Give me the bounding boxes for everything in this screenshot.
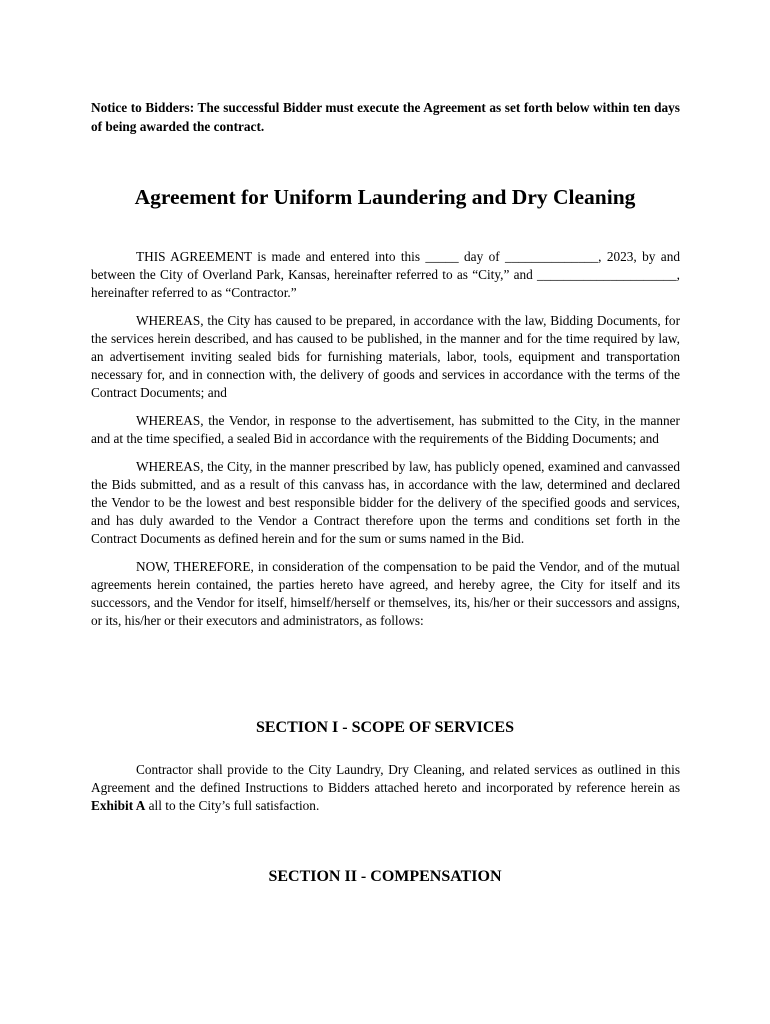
- exhibit-a-reference: Exhibit A: [91, 798, 146, 813]
- section-1-text-start: Contractor shall provide to the City Laundry, Dry Cleaning, and related services as outlined in this Agreement and the defined Instructions to Bidders attached hereto and incorporated by reference herein as: [91, 762, 680, 795]
- paragraph-whereas-vendor: WHEREAS, the Vendor, in response to the advertisement, has submitted to the City, in the manner and at the time specified, a sealed Bid in accordance with the requirements of the Bidding Documents; and: [91, 413, 680, 446]
- section-1-text: [91, 761, 680, 815]
- paragraph-whereas-canvass: WHEREAS, the City, in the manner prescribed by law, has publicly opened, examined and canvassed the Bids submitted, and as a result of this canvass has, in accordance with the law, determined and declared the Vendor to be the lowest and best responsible bidder for the delivery of the specified goods and services, and has duly awarded to the Vendor a Contract therefore upon the terms and conditions set forth in the Contract Documents as defined herein and for the sum or sums named in the Bid.: [91, 459, 680, 546]
- paragraph-whereas-city: WHEREAS, the City has caused to be prepared, in accordance with the law, Bidding Documents, for the services herein described, and has caused to be published, in the manner and for the time required by law, an advertisement inviting sealed bids for furnishing materials, labor, tools, equipment and transportation necessary for, and in connection with, the delivery of goods and services in accordance with the terms of the Contract Documents; and: [91, 313, 680, 400]
- section-1-heading: SECTION I - SCOPE OF SERVICES: [255, 719, 514, 736]
- agreement-title: Agreement for Uniform Laundering and Dry Cleaning: [134, 185, 636, 209]
- paragraph-now-therefore: NOW, THEREFORE, in consideration of the compensation to be paid the Vendor, and of the mutual agreements herein contained, the parties hereto have agreed, and hereby agree, the City for itself and its successors, and the Vendor for itself, himself/herself or themselves, its, his/her or their successors and assigns, or its, his/her or their executors and administrators, as follows:: [91, 559, 680, 628]
- section-1-text-end: all to the City’s full satisfaction.: [145, 798, 320, 813]
- agreement-body: [91, 248, 680, 640]
- notice-to-bidders: Notice to Bidders: The successful Bidder must execute the Agreement as set forth below within ten days of being awarded the contract.: [91, 100, 680, 134]
- paragraph-agreement-intro: THIS AGREEMENT is made and entered into this _____ day of ______________, 2023, by and between the City of Overland Park, Kansas, hereinafter referred to as “City,” and _____________________, hereinafter referred to as “Contractor.”: [91, 249, 680, 300]
- section-2-heading: SECTION II - COMPENSATION: [268, 868, 502, 885]
